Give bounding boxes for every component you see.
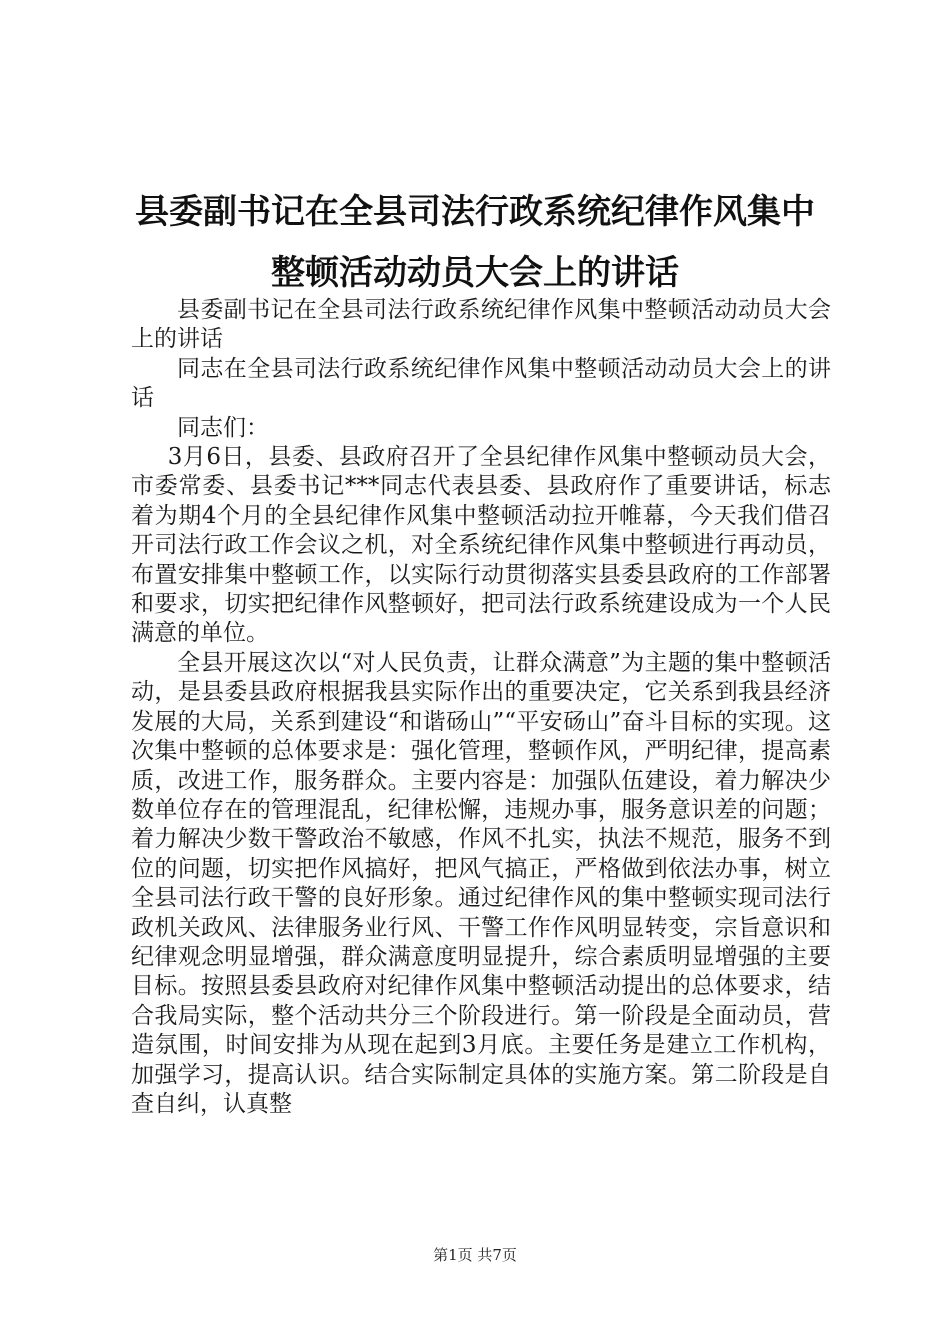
subtitle-paragraph-2: 同志在全县司法行政系统纪律作风集中整顿活动动员大会上的讲话 — [131, 355, 831, 412]
page-footer: 第1页 共7页 — [433, 1246, 517, 1264]
document-body — [131, 296, 831, 1119]
body-paragraph: 3月6日，县委、县政府召开了全县纪律作风集中整顿动员大会，市委常委、县委书记***同志代表县委、县政府作了重要讲话，标志着为期4个月的全县纪律作风集中整顿活动拉开帷幕，今天我们借召开司法行政工作会议之机，对全系统纪律作风集中整顿进行再动员，布置安排集中整顿工作，以实际行动贯彻落实县委县政府的工作部署和要求，切实把纪律作风整顿好，把司法行政系统建设成为一个人民满意的单位。 — [131, 444, 831, 647]
document-title-line-2: 整顿活动动员大会上的讲话 — [271, 253, 679, 293]
document-title-line-1: 县委副书记在全县司法行政系统纪律作风集中 — [135, 192, 815, 232]
body-paragraph: 全县开展这次以“对人民负责，让群众满意”为主题的集中整顿活动，是县委县政府根据我县实际作出的重要决定，它关系到我县经济发展的大局，关系到建设“和谐砀山”“平安砀山”奋斗目标的实现。这次集中整顿的总体要求是：强化管理，整顿作风，严明纪律，提高素质，改进工作，服务群众。主要内容是：加强队伍建设，着力解决少数单位存在的管理混乱，纪律松懈，违规办事，服务意识差的问题；着力解决少数干警政治不敏感，作风不扎实，执法不规范，服务不到位的问题，切实把作风搞好，把风气搞正，严格做到依法办事，树立全县司法行政干警的良好形象。通过纪律作风的集中整顿实现司法行政机关政风、法律服务业行风、干警工作作风明显转变，宗旨意识和纪律观念明显增强，群众满意度明显提升，综合素质明显增强的主要目标。按照县委县政府对纪律作风集中整顿活动提出的总体要求，结合我局实际，整个活动共分三个阶段进行。第一阶段是全面动员，营造氛围，时间安排为从现在起到3月底。主要任务是建立工作机构，加强学习，提高认识。结合实际制定具体的实施方案。第二阶段是自查自纠，认真整 — [131, 649, 831, 1117]
salutation: 同志们： — [177, 414, 269, 441]
subtitle-paragraph: 县委副书记在全县司法行政系统纪律作风集中整顿活动动员大会上的讲话 — [131, 297, 831, 353]
